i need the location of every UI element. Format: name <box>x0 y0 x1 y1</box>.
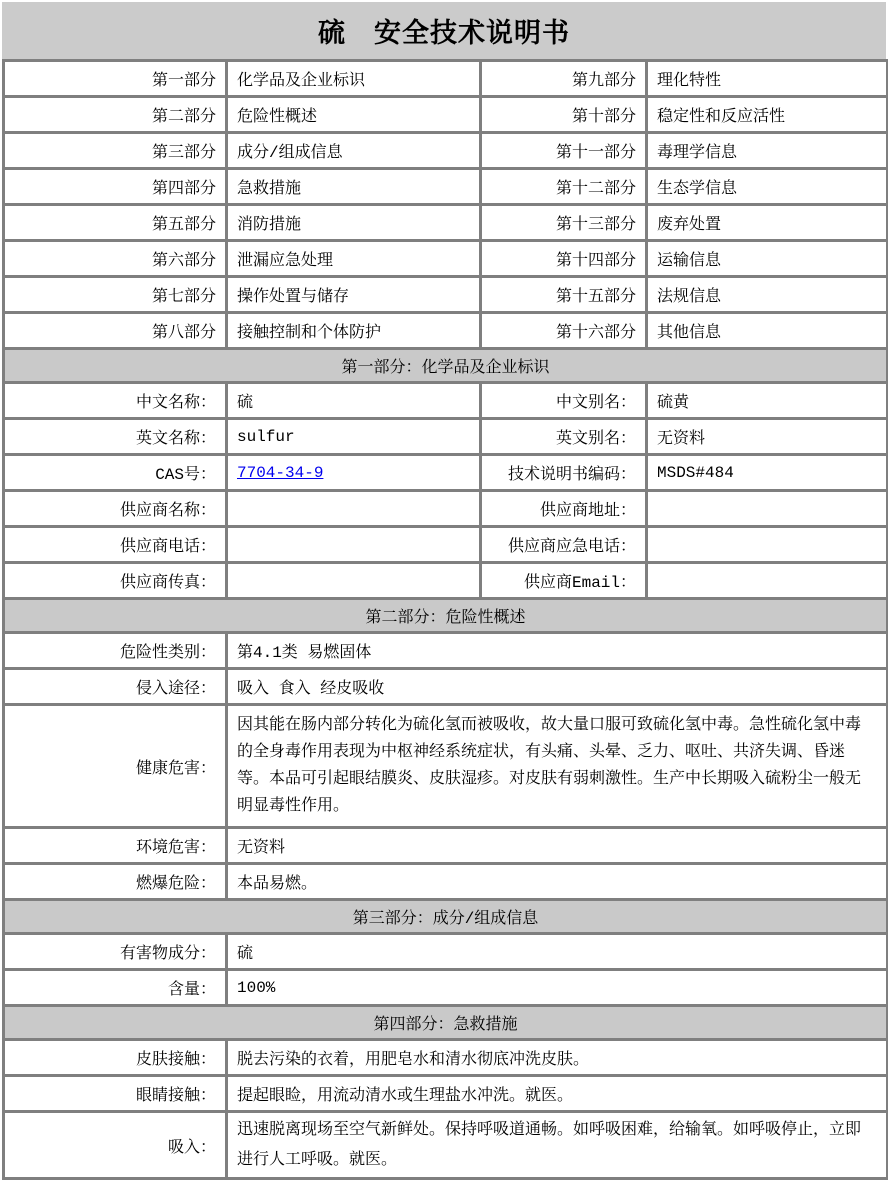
toc-section-title: 生态学信息 <box>647 169 888 205</box>
toc-section-number: 第十三部分 <box>481 205 647 241</box>
field-label: 供应商传真： <box>4 563 227 599</box>
section3-header: 第三部分：成分/组成信息 <box>4 900 888 934</box>
field-value: sulfur <box>227 419 481 455</box>
field-row <box>4 934 888 970</box>
toc-section-title: 操作处置与储存 <box>227 277 481 313</box>
toc-section-title: 接触控制和个体防护 <box>227 313 481 349</box>
field-row <box>4 705 888 828</box>
toc-section-number: 第十六部分 <box>481 313 647 349</box>
field-row <box>4 1112 888 1179</box>
toc-row <box>4 169 888 205</box>
section4-header: 第四部分：急救措施 <box>4 1006 888 1040</box>
field-label: 供应商电话： <box>4 527 227 563</box>
toc-section-number: 第十一部分 <box>481 133 647 169</box>
field-value <box>647 491 888 527</box>
msds-table <box>2 59 888 1180</box>
toc-section-title: 危险性概述 <box>227 97 481 133</box>
toc-row <box>4 205 888 241</box>
toc-section-number: 第九部分 <box>481 61 647 97</box>
field-label: 供应商地址： <box>481 491 647 527</box>
field-value: 吸入 食入 经皮吸收 <box>227 669 888 705</box>
field-value: MSDS#484 <box>647 455 888 491</box>
field-value <box>227 491 481 527</box>
field-value: 无资料 <box>227 828 888 864</box>
field-value: 硫黄 <box>647 383 888 419</box>
field-row <box>4 455 888 491</box>
toc-section-number: 第四部分 <box>4 169 227 205</box>
section4-header-row <box>4 1006 888 1040</box>
toc-section-number: 第八部分 <box>4 313 227 349</box>
toc-row <box>4 313 888 349</box>
field-value: 硫 <box>227 934 888 970</box>
field-row <box>4 970 888 1006</box>
field-value <box>647 563 888 599</box>
field-row <box>4 1040 888 1076</box>
toc-section-number: 第十部分 <box>481 97 647 133</box>
toc-section-number: 第七部分 <box>4 277 227 313</box>
toc-section-number: 第六部分 <box>4 241 227 277</box>
field-value: 脱去污染的衣着，用肥皂水和清水彻底冲洗皮肤。 <box>227 1040 888 1076</box>
field-row <box>4 563 888 599</box>
field-label: 皮肤接触： <box>4 1040 227 1076</box>
field-value: 第4.1类 易燃固体 <box>227 633 888 669</box>
field-label: 供应商名称： <box>4 491 227 527</box>
toc-section-title: 化学品及企业标识 <box>227 61 481 97</box>
toc-section-title: 其他信息 <box>647 313 888 349</box>
section2-header: 第二部分：危险性概述 <box>4 599 888 633</box>
field-label: 侵入途径： <box>4 669 227 705</box>
toc-section-number: 第五部分 <box>4 205 227 241</box>
section2-header-row <box>4 599 888 633</box>
field-label: 含量： <box>4 970 227 1006</box>
toc-section-number: 第十二部分 <box>481 169 647 205</box>
toc-section-number: 第十四部分 <box>481 241 647 277</box>
field-value <box>647 527 888 563</box>
field-value <box>227 455 481 491</box>
toc-row <box>4 97 888 133</box>
field-label: 供应商Email： <box>481 563 647 599</box>
page-title: 硫 安全技术说明书 <box>2 2 886 59</box>
field-row <box>4 419 888 455</box>
toc-section-title: 成分/组成信息 <box>227 133 481 169</box>
field-label: 燃爆危险： <box>4 864 227 900</box>
toc-section-number: 第十五部分 <box>481 277 647 313</box>
field-row <box>4 1076 888 1112</box>
field-label: 吸入： <box>4 1112 227 1179</box>
field-label: 健康危害： <box>4 705 227 828</box>
field-label: 中文别名： <box>481 383 647 419</box>
field-value <box>227 563 481 599</box>
field-value: 因其能在肠内部分转化为硫化氢而被吸收，故大量口服可致硫化氢中毒。急性硫化氢中毒的全身毒作用表现为中枢神经系统症状，有头痛、头晕、乏力、呕吐、共济失调、昏迷等。本品可引起眼结膜炎、皮肤湿疹。对皮肤有弱刺激性。生产中长期吸入硫粉尘一般无明显毒性作用。 <box>227 705 888 828</box>
field-value: 硫 <box>227 383 481 419</box>
field-label: 供应商应急电话： <box>481 527 647 563</box>
field-value: 100% <box>227 970 888 1006</box>
field-label: 英文名称： <box>4 419 227 455</box>
toc-row <box>4 133 888 169</box>
toc-section-title: 稳定性和反应活性 <box>647 97 888 133</box>
toc-section-title: 运输信息 <box>647 241 888 277</box>
toc-section-number: 第二部分 <box>4 97 227 133</box>
field-row <box>4 828 888 864</box>
field-row <box>4 383 888 419</box>
field-row <box>4 669 888 705</box>
field-row <box>4 527 888 563</box>
toc-section-number: 第一部分 <box>4 61 227 97</box>
toc-section-title: 泄漏应急处理 <box>227 241 481 277</box>
toc-row <box>4 61 888 97</box>
toc-row <box>4 241 888 277</box>
toc-section-title: 废弃处置 <box>647 205 888 241</box>
section1-header: 第一部分：化学品及企业标识 <box>4 349 888 383</box>
field-label: 眼睛接触： <box>4 1076 227 1112</box>
field-label: 有害物成分： <box>4 934 227 970</box>
field-value: 本品易燃。 <box>227 864 888 900</box>
field-row <box>4 491 888 527</box>
toc-section-title: 毒理学信息 <box>647 133 888 169</box>
toc-section-title: 消防措施 <box>227 205 481 241</box>
field-label: CAS号： <box>4 455 227 491</box>
field-value <box>227 527 481 563</box>
toc-section-title: 理化特性 <box>647 61 888 97</box>
field-row <box>4 864 888 900</box>
field-value: 提起眼睑，用流动清水或生理盐水冲洗。就医。 <box>227 1076 888 1112</box>
field-value: 无资料 <box>647 419 888 455</box>
toc-row <box>4 277 888 313</box>
section1-header-row <box>4 349 888 383</box>
field-label: 环境危害： <box>4 828 227 864</box>
field-value: 迅速脱离现场至空气新鲜处。保持呼吸道通畅。如呼吸困难，给输氧。如呼吸停止，立即进行人工呼吸。就医。 <box>227 1112 888 1179</box>
toc-section-title: 急救措施 <box>227 169 481 205</box>
field-row <box>4 633 888 669</box>
cas-number-link[interactable]: 7704-34-9 <box>237 463 324 482</box>
toc-section-title: 法规信息 <box>647 277 888 313</box>
toc-section-number: 第三部分 <box>4 133 227 169</box>
field-label: 英文别名： <box>481 419 647 455</box>
section3-header-row <box>4 900 888 934</box>
field-label: 技术说明书编码： <box>481 455 647 491</box>
field-label: 中文名称： <box>4 383 227 419</box>
field-label: 危险性类别： <box>4 633 227 669</box>
